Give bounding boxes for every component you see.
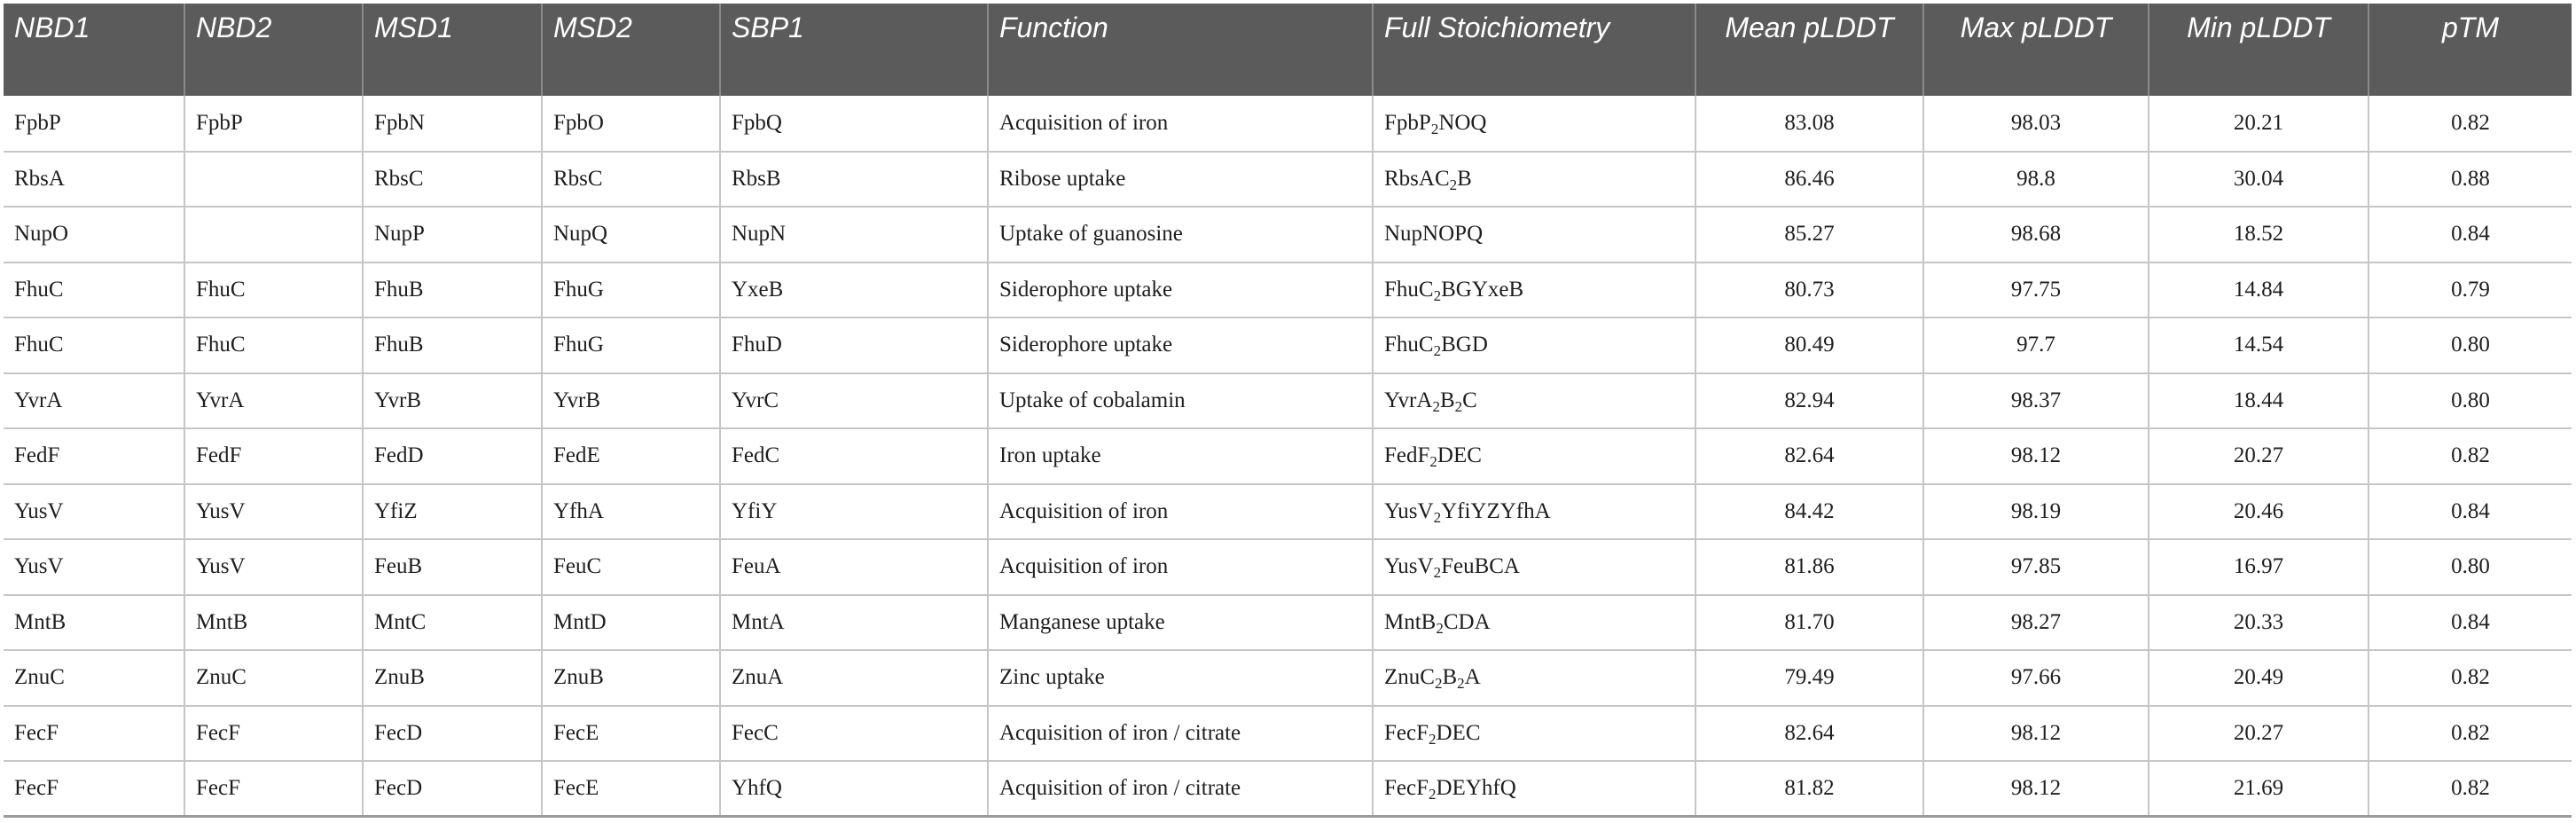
cell-max-plddt: 97.75 [1923, 263, 2149, 318]
cell-sbp1: FhuD [720, 317, 988, 373]
stoichiometry-text: YfiYZYfhA [1441, 498, 1551, 523]
header-full-stoichiometry: Full Stoichiometry [1373, 4, 1695, 96]
cell-ptm: 0.82 [2369, 761, 2572, 817]
stoichiometry-subscript: 2 [1454, 397, 1463, 415]
table-body [4, 96, 2572, 817]
cell-mean-plddt: 84.42 [1695, 484, 1923, 540]
cell-msd2: FhuG [542, 263, 720, 318]
cell-msd1: MntC [363, 595, 542, 651]
cell-full-stoichiometry [1373, 373, 1695, 429]
stoichiometry-text: DEYhfQ [1436, 776, 1516, 800]
cell-max-plddt: 98.19 [1923, 484, 2149, 540]
cell-sbp1: RbsB [720, 152, 988, 208]
stoichiometry-text: C [1462, 388, 1477, 412]
stoichiometry-subscript: 2 [1433, 286, 1442, 304]
stoichiometry-text: A [1464, 665, 1481, 690]
stoichiometry-text: DEC [1437, 443, 1482, 468]
cell-min-plddt: 14.54 [2149, 317, 2369, 373]
stoichiometry-subscript: 2 [1433, 508, 1442, 526]
cell-function: Ribose uptake [988, 152, 1373, 208]
cell-max-plddt: 97.66 [1923, 650, 2149, 706]
stoichiometry-text: CDA [1443, 609, 1491, 634]
cell-msd1: FpbN [363, 96, 542, 152]
table-row [4, 207, 2572, 263]
stoichiometry-text: RbsAC [1384, 166, 1450, 191]
cell-ptm: 0.82 [2369, 96, 2572, 152]
cell-max-plddt: 98.12 [1923, 428, 2149, 484]
cell-msd1: YfiZ [363, 484, 542, 540]
stoichiometry-text: YusV [1384, 498, 1434, 523]
cell-mean-plddt: 81.70 [1695, 595, 1923, 651]
stoichiometry-text: NOQ [1438, 110, 1487, 135]
cell-full-stoichiometry [1373, 428, 1695, 484]
cell-nbd2: FecF [184, 706, 363, 762]
cell-min-plddt: 20.27 [2149, 706, 2369, 762]
table-row [4, 96, 2572, 152]
stoichiometry-text: FecF [1384, 776, 1429, 800]
cell-max-plddt: 98.03 [1923, 96, 2149, 152]
cell-sbp1: YvrC [720, 373, 988, 429]
cell-msd1: ZnuB [363, 650, 542, 706]
cell-msd2: FhuG [542, 317, 720, 373]
cell-mean-plddt: 83.08 [1695, 96, 1923, 152]
cell-nbd1: YvrA [4, 373, 184, 429]
cell-nbd2 [184, 207, 363, 263]
cell-msd2: MntD [542, 595, 720, 651]
cell-function: Uptake of guanosine [988, 207, 1373, 263]
cell-msd1: FecD [363, 761, 542, 817]
stoichiometry-text: B [1442, 665, 1458, 690]
cell-function: Zinc uptake [988, 650, 1373, 706]
cell-msd1: FecD [363, 706, 542, 762]
table-row [4, 539, 2572, 595]
cell-ptm: 0.84 [2369, 595, 2572, 651]
stoichiometry-subscript: 2 [1433, 342, 1442, 360]
table-row [4, 484, 2572, 540]
header-sbp1: SBP1 [720, 4, 988, 96]
stoichiometry-subscript: 2 [1449, 176, 1458, 193]
table-row [4, 650, 2572, 706]
table-row [4, 595, 2572, 651]
stoichiometry-subscript: 2 [1432, 397, 1440, 415]
cell-nbd1: FedF [4, 428, 184, 484]
cell-msd2: FpbO [542, 96, 720, 152]
cell-msd1: FhuB [363, 263, 542, 318]
cell-ptm: 0.84 [2369, 484, 2572, 540]
cell-mean-plddt: 82.64 [1695, 428, 1923, 484]
cell-full-stoichiometry [1373, 207, 1695, 263]
stoichiometry-text: YvrA [1384, 388, 1433, 412]
cell-msd1: YvrB [363, 373, 542, 429]
header-msd2: MSD2 [542, 4, 720, 96]
cell-sbp1: YhfQ [720, 761, 988, 817]
stoichiometry-text: YusV [1384, 554, 1434, 579]
cell-mean-plddt: 86.46 [1695, 152, 1923, 208]
cell-full-stoichiometry [1373, 539, 1695, 595]
cell-mean-plddt: 80.73 [1695, 263, 1923, 318]
table-row [4, 263, 2572, 318]
cell-ptm: 0.79 [2369, 263, 2572, 318]
stoichiometry-text: FhuC [1384, 277, 1434, 302]
cell-full-stoichiometry [1373, 650, 1695, 706]
stoichiometry-text: BGD [1441, 333, 1488, 357]
cell-msd1: FeuB [363, 539, 542, 595]
stoichiometry-subscript: 2 [1429, 453, 1437, 471]
header-msd1: MSD1 [363, 4, 542, 96]
stoichiometry-text: MntB [1384, 609, 1437, 634]
cell-function: Uptake of cobalamin [988, 373, 1373, 429]
cell-min-plddt: 16.97 [2149, 539, 2369, 595]
cell-nbd2: ZnuC [184, 650, 363, 706]
cell-max-plddt: 98.37 [1923, 373, 2149, 429]
cell-nbd2 [184, 152, 363, 208]
cell-nbd2: YvrA [184, 373, 363, 429]
header-nbd2: NBD2 [184, 4, 363, 96]
cell-nbd1: MntB [4, 595, 184, 651]
stoichiometry-subscript: 2 [1430, 120, 1439, 137]
cell-msd2: NupQ [542, 207, 720, 263]
cell-ptm: 0.82 [2369, 706, 2572, 762]
cell-full-stoichiometry [1373, 317, 1695, 373]
cell-msd2: FecE [542, 706, 720, 762]
cell-max-plddt: 98.12 [1923, 761, 2149, 817]
cell-min-plddt: 21.69 [2149, 761, 2369, 817]
cell-full-stoichiometry [1373, 96, 1695, 152]
stoichiometry-table [4, 4, 2572, 818]
header-max-plddt: Max pLDDT [1923, 4, 2149, 96]
cell-ptm: 0.82 [2369, 650, 2572, 706]
cell-function: Iron uptake [988, 428, 1373, 484]
header-ptm: pTM [2369, 4, 2572, 96]
cell-msd2: YfhA [542, 484, 720, 540]
cell-max-plddt: 97.7 [1923, 317, 2149, 373]
cell-nbd1: NupO [4, 207, 184, 263]
cell-min-plddt: 20.27 [2149, 428, 2369, 484]
cell-min-plddt: 30.04 [2149, 152, 2369, 208]
cell-full-stoichiometry [1373, 706, 1695, 762]
cell-function: Siderophore uptake [988, 263, 1373, 318]
stoichiometry-subscript: 2 [1436, 619, 1444, 637]
stoichiometry-text: DEC [1436, 720, 1481, 745]
cell-nbd2: FhuC [184, 317, 363, 373]
cell-msd2: FedE [542, 428, 720, 484]
cell-sbp1: ZnuA [720, 650, 988, 706]
cell-max-plddt: 98.12 [1923, 706, 2149, 762]
stoichiometry-text: BGYxeB [1441, 277, 1524, 302]
cell-nbd2: FhuC [184, 263, 363, 318]
cell-msd2: ZnuB [542, 650, 720, 706]
stoichiometry-text: B [1439, 388, 1455, 412]
cell-mean-plddt: 82.64 [1695, 706, 1923, 762]
cell-msd2: YvrB [542, 373, 720, 429]
cell-max-plddt: 98.27 [1923, 595, 2149, 651]
cell-function: Manganese uptake [988, 595, 1373, 651]
cell-mean-plddt: 81.82 [1695, 761, 1923, 817]
stoichiometry-text: ZnuC [1384, 665, 1435, 690]
cell-mean-plddt: 79.49 [1695, 650, 1923, 706]
stoichiometry-text: NupNOPQ [1384, 222, 1484, 247]
stoichiometry-text: B [1457, 166, 1472, 191]
cell-min-plddt: 20.49 [2149, 650, 2369, 706]
cell-function: Siderophore uptake [988, 317, 1373, 373]
stoichiometry-subscript: 2 [1434, 675, 1443, 693]
cell-sbp1: YxeB [720, 263, 988, 318]
table-row [4, 706, 2572, 762]
cell-function: Acquisition of iron / citrate [988, 761, 1373, 817]
cell-nbd1: FpbP [4, 96, 184, 152]
cell-max-plddt: 98.8 [1923, 152, 2149, 208]
cell-nbd1: YusV [4, 539, 184, 595]
cell-full-stoichiometry [1373, 595, 1695, 651]
cell-full-stoichiometry [1373, 484, 1695, 540]
cell-sbp1: FedC [720, 428, 988, 484]
cell-function: Acquisition of iron / citrate [988, 706, 1373, 762]
stoichiometry-subscript: 2 [1457, 675, 1465, 693]
table-row [4, 317, 2572, 373]
table-row [4, 152, 2572, 208]
stoichiometry-subscript: 2 [1429, 786, 1437, 803]
table-row [4, 761, 2572, 817]
header-mean-plddt: Mean pLDDT [1695, 4, 1923, 96]
cell-msd2: FeuC [542, 539, 720, 595]
cell-msd2: FecE [542, 761, 720, 817]
cell-min-plddt: 20.21 [2149, 96, 2369, 152]
cell-ptm: 0.82 [2369, 428, 2572, 484]
cell-full-stoichiometry [1373, 152, 1695, 208]
stoichiometry-text: FeuBCA [1441, 554, 1520, 579]
table-row [4, 373, 2572, 429]
cell-ptm: 0.84 [2369, 207, 2572, 263]
stoichiometry-text: FedF [1384, 443, 1430, 468]
cell-nbd2: FedF [184, 428, 363, 484]
cell-msd1: FedD [363, 428, 542, 484]
header-nbd1: NBD1 [4, 4, 184, 96]
cell-ptm: 0.88 [2369, 152, 2572, 208]
stoichiometry-text: FpbP [1384, 110, 1431, 135]
cell-min-plddt: 14.84 [2149, 263, 2369, 318]
cell-nbd2: MntB [184, 595, 363, 651]
cell-mean-plddt: 81.86 [1695, 539, 1923, 595]
cell-function: Acquisition of iron [988, 539, 1373, 595]
cell-min-plddt: 18.44 [2149, 373, 2369, 429]
stoichiometry-text: FecF [1384, 720, 1429, 745]
cell-min-plddt: 18.52 [2149, 207, 2369, 263]
table-row [4, 428, 2572, 484]
header-min-plddt: Min pLDDT [2149, 4, 2369, 96]
cell-sbp1: YfiY [720, 484, 988, 540]
cell-min-plddt: 20.46 [2149, 484, 2369, 540]
cell-msd2: RbsC [542, 152, 720, 208]
cell-nbd1: YusV [4, 484, 184, 540]
cell-function: Acquisition of iron [988, 484, 1373, 540]
cell-ptm: 0.80 [2369, 317, 2572, 373]
cell-msd1: FhuB [363, 317, 542, 373]
cell-mean-plddt: 85.27 [1695, 207, 1923, 263]
cell-mean-plddt: 80.49 [1695, 317, 1923, 373]
cell-sbp1: FecC [720, 706, 988, 762]
stoichiometry-subscript: 2 [1433, 564, 1442, 582]
cell-max-plddt: 97.85 [1923, 539, 2149, 595]
cell-max-plddt: 98.68 [1923, 207, 2149, 263]
cell-nbd1: ZnuC [4, 650, 184, 706]
stoichiometry-text: FhuC [1384, 333, 1434, 357]
cell-nbd1: FecF [4, 761, 184, 817]
cell-sbp1: FpbQ [720, 96, 988, 152]
cell-mean-plddt: 82.94 [1695, 373, 1923, 429]
cell-msd1: RbsC [363, 152, 542, 208]
cell-full-stoichiometry [1373, 761, 1695, 817]
stoichiometry-subscript: 2 [1429, 730, 1437, 748]
cell-nbd1: FhuC [4, 263, 184, 318]
cell-nbd2: FecF [184, 761, 363, 817]
cell-nbd1: RbsA [4, 152, 184, 208]
cell-sbp1: NupN [720, 207, 988, 263]
cell-min-plddt: 20.33 [2149, 595, 2369, 651]
header-row [4, 4, 2572, 96]
cell-sbp1: FeuA [720, 539, 988, 595]
header-function: Function [988, 4, 1373, 96]
cell-msd1: NupP [363, 207, 542, 263]
cell-ptm: 0.80 [2369, 539, 2572, 595]
cell-function: Acquisition of iron [988, 96, 1373, 152]
cell-nbd2: FpbP [184, 96, 363, 152]
cell-ptm: 0.80 [2369, 373, 2572, 429]
cell-full-stoichiometry [1373, 263, 1695, 318]
cell-nbd1: FhuC [4, 317, 184, 373]
cell-nbd2: YusV [184, 484, 363, 540]
cell-sbp1: MntA [720, 595, 988, 651]
cell-nbd2: YusV [184, 539, 363, 595]
cell-nbd1: FecF [4, 706, 184, 762]
